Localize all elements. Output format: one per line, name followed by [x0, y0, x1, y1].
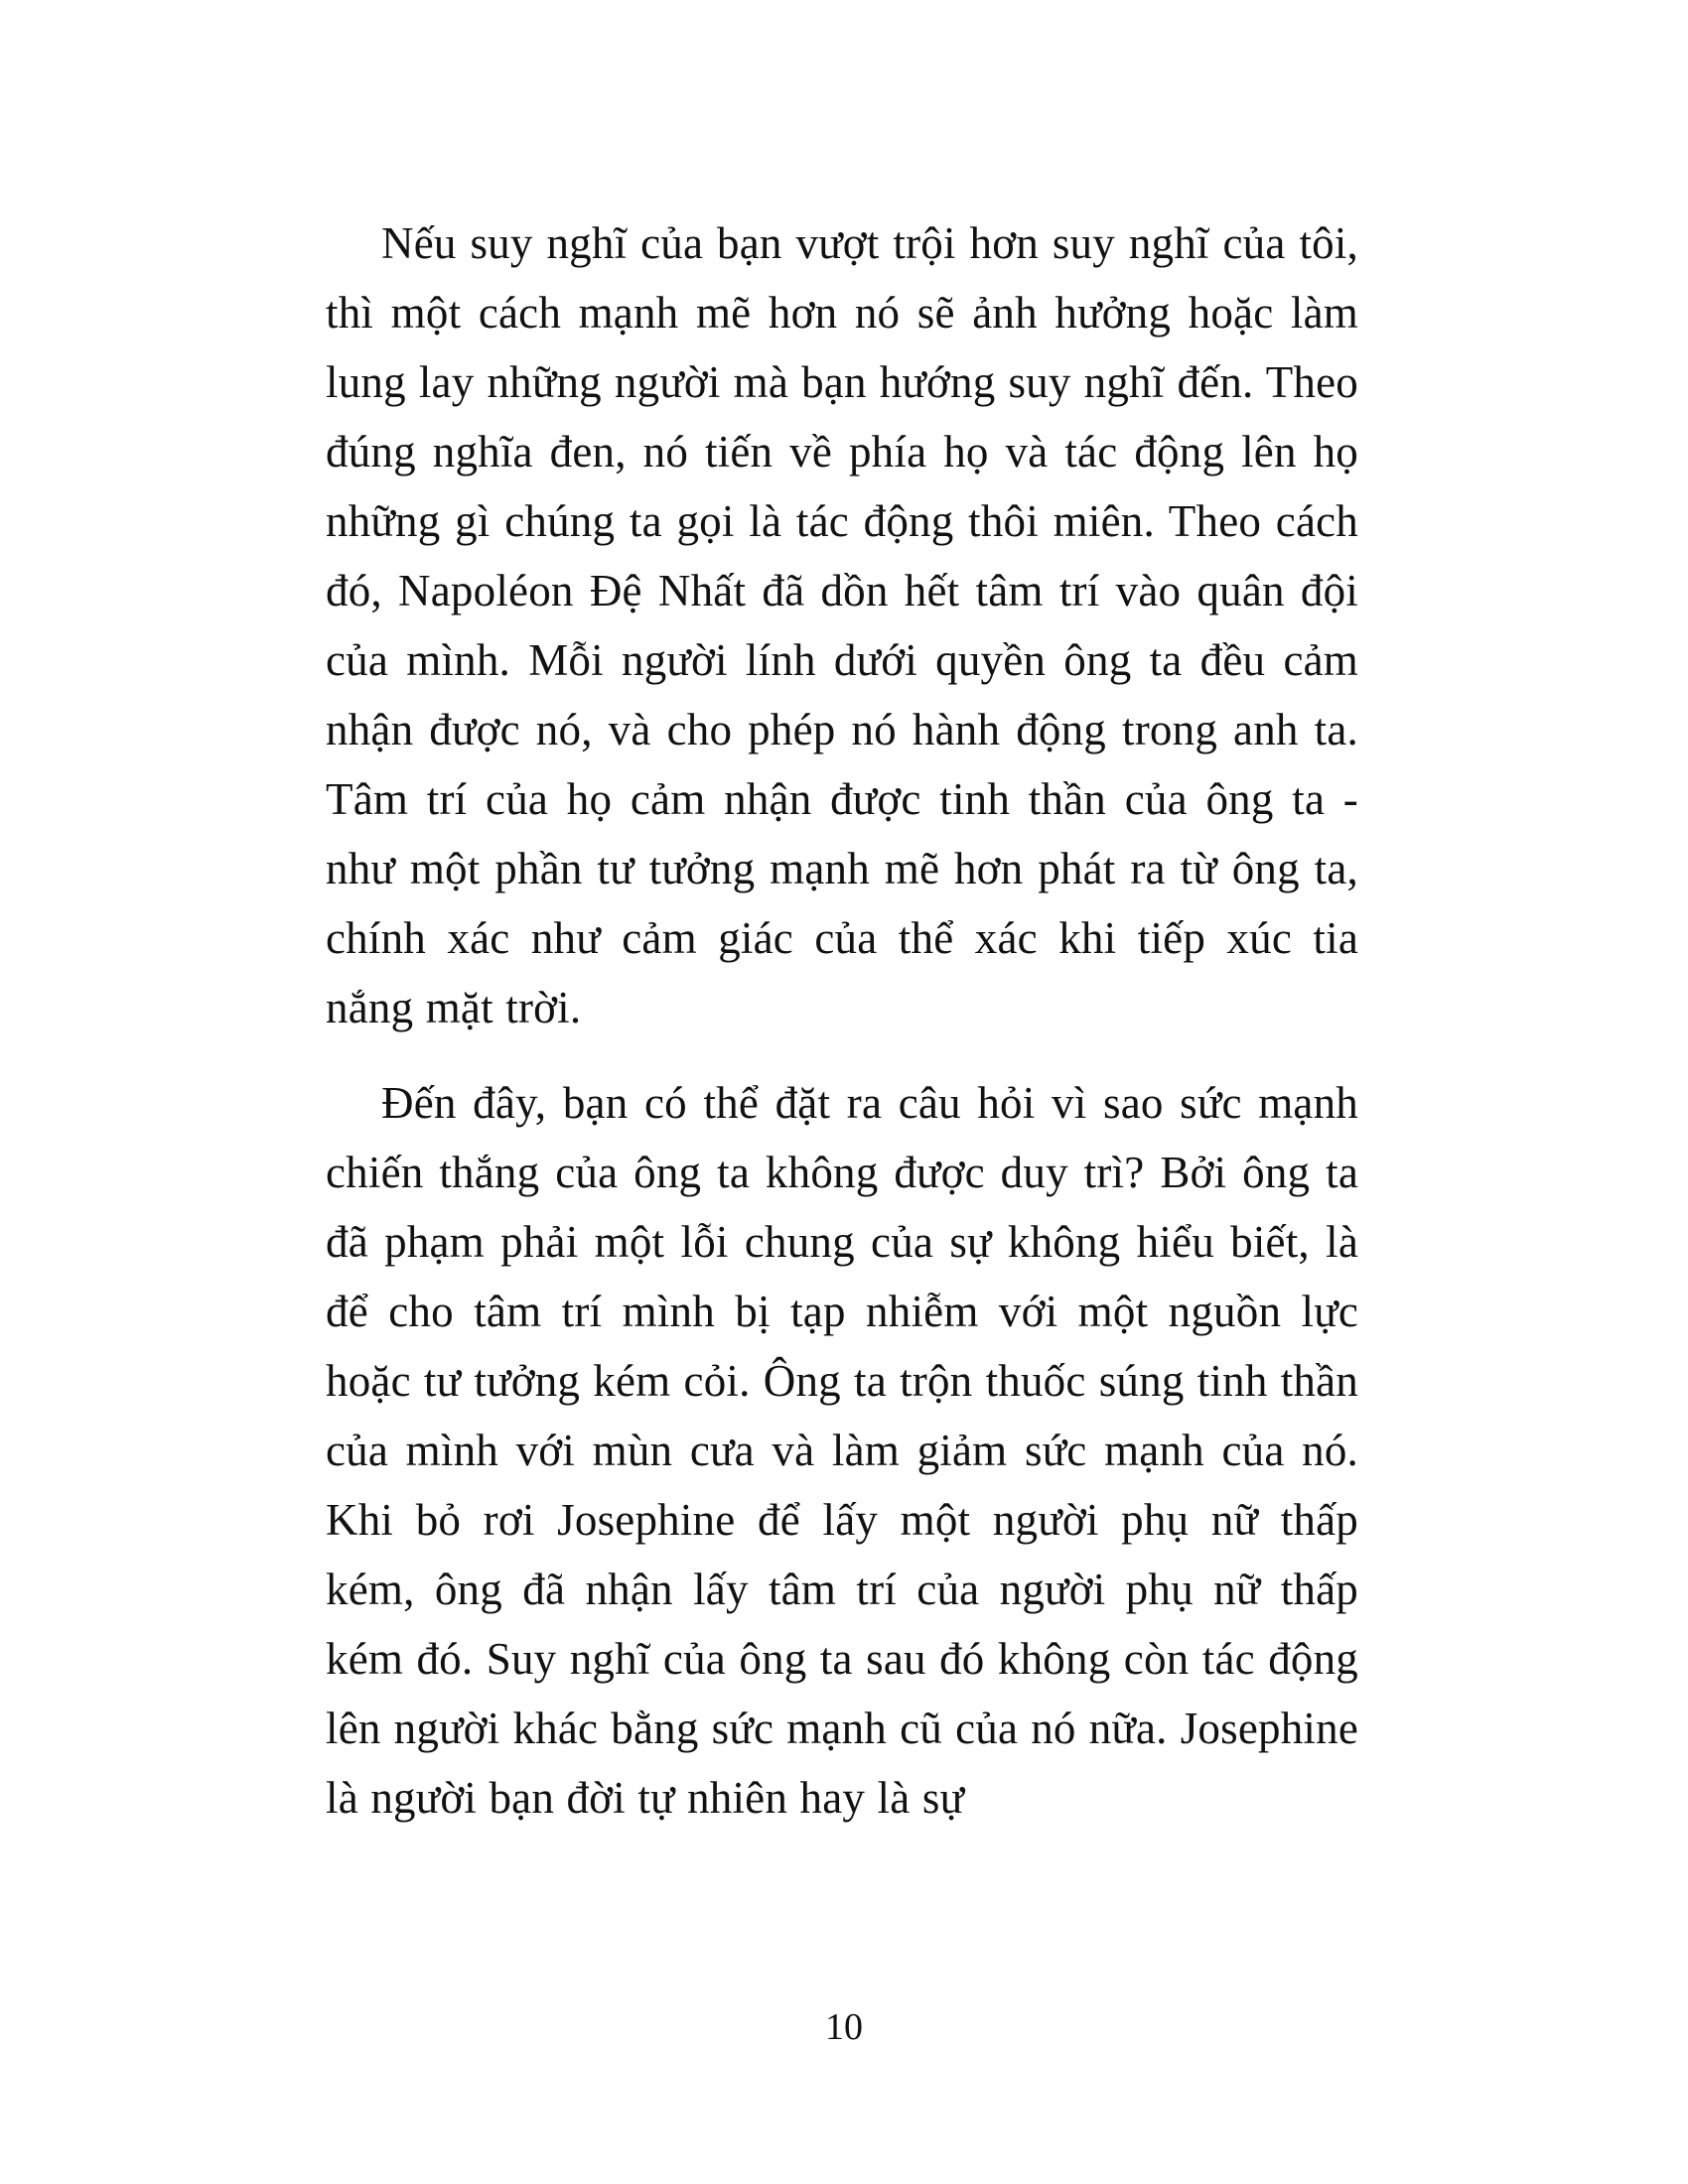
body-paragraph: Nếu suy nghĩ của bạn vượt trội hơn suy nghĩ của tôi, thì một cách mạnh mẽ hơn nó sẽ ảnh hưởng hoặc làm lung lay những người mà bạn hướng suy nghĩ đến. Theo đúng nghĩa đen, nó tiến về phía họ và tác động lên họ những gì chúng ta gọi là tác động thôi miên. Theo cách đó, Napoléon Đệ Nhất đã dồn hết tâm trí vào quân đội của mình. Mỗi người lính dưới quyền ông ta đều cảm nhận được nó, và cho phép nó hành động trong anh ta. Tâm trí của họ cảm nhận được tinh thần của ông ta - như một phần tư tưởng mạnh mẽ hơn phát ra từ ông ta, chính xác như cảm giác của thể xác khi tiếp xúc tia nắng mặt trời. [326, 218, 1358, 1032]
body-paragraph: Đến đây, bạn có thể đặt ra câu hỏi vì sao sức mạnh chiến thắng của ông ta không được duy trì? Bởi ông ta đã phạm phải một lỗi chung của sự không hiểu biết, là để cho tâm trí mình bị tạp nhiễm với một nguồn lực hoặc tư tưởng kém cỏi. Ông ta trộn thuốc súng tinh thần của mình với mùn cưa và làm giảm sức mạnh của nó. Khi bỏ rơi Josephine để lấy một người phụ nữ thấp kém, ông đã nhận lấy tâm trí của người phụ nữ thấp kém đó. Suy nghĩ của ông ta sau đó không còn tác động lên người khác bằng sức mạnh cũ của nó nữa. Josephine là người bạn đời tự nhiên hay là sự [326, 1078, 1358, 1823]
page-number: 10 [825, 2006, 863, 2048]
body-text-column [326, 208, 1358, 1833]
